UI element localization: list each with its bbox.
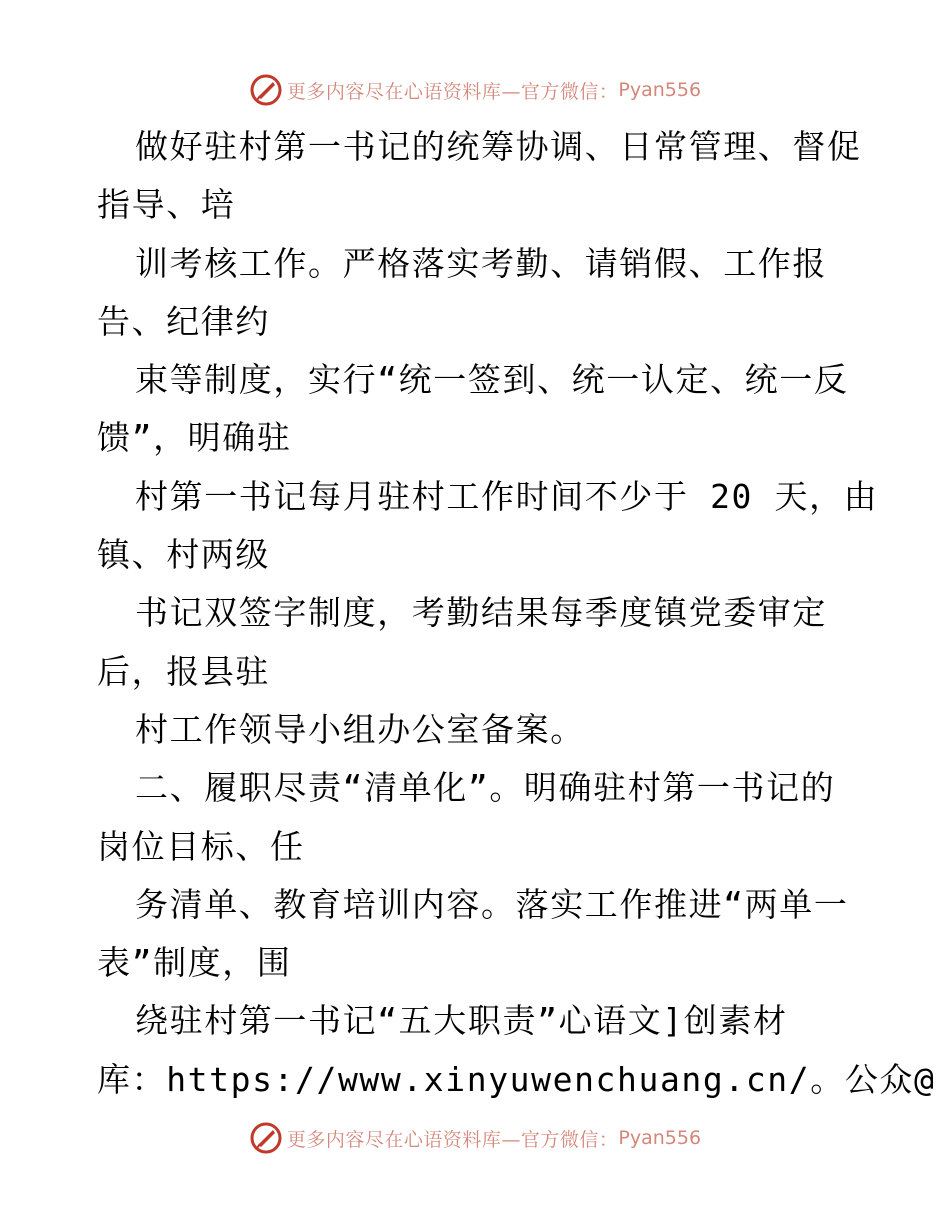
text-line: 库：https://www.xinyuwenchuang.cn/。公众@ bbox=[97, 1059, 936, 1099]
text-line: 务清单、教育培训内容。落实工作推进“两单一 bbox=[135, 884, 849, 924]
banner-text: 更多内容尽在心语资料库—官方微信： bbox=[286, 80, 619, 103]
text-line: 表”制度，围 bbox=[97, 943, 292, 983]
text-line: 馈”，明确驻 bbox=[97, 418, 292, 458]
text-line: 束等制度，实行“统一签到、统一认定、统一反 bbox=[135, 360, 849, 400]
banner-wechat-id: Pyan556 bbox=[618, 79, 702, 101]
document-body bbox=[97, 118, 936, 1109]
text-line: 训考核工作。严格落实考勤、请销假、工作报 bbox=[135, 243, 827, 283]
banner-wechat-id: Pyan556 bbox=[618, 1127, 702, 1149]
text-line: 村工作领导小组办公室备案。 bbox=[135, 709, 585, 749]
text-line: 绕驻村第一书记“五大职责”心语文]创素材 bbox=[135, 1001, 788, 1041]
feather-pen-logo-icon bbox=[249, 73, 283, 107]
feather-pen-logo-icon bbox=[249, 1121, 283, 1155]
text-line: 做好驻村第一书记的统筹协调、日常管理、督促 bbox=[135, 127, 862, 166]
text-line: 岗位目标、任 bbox=[97, 826, 305, 866]
banner-text: 更多内容尽在心语资料库—官方微信： bbox=[286, 1128, 619, 1151]
footer-watermark-banner bbox=[0, 1118, 950, 1158]
header-watermark-banner bbox=[0, 70, 950, 110]
text-line: 书记双签字制度，考勤结果每季度镇党委审定 bbox=[135, 593, 827, 633]
text-line: 指导、培 bbox=[97, 185, 236, 225]
text-line: 二、履职尽责“清单化”。明确驻村第一书记的 bbox=[135, 768, 836, 808]
text-line: 镇、村两级 bbox=[97, 535, 270, 575]
text-line: 后，报县驻 bbox=[97, 651, 270, 691]
text-line: 村第一书记每月驻村工作时间不少于 20 天，由 bbox=[135, 476, 879, 516]
text-line: 告、纪律约 bbox=[97, 301, 270, 341]
